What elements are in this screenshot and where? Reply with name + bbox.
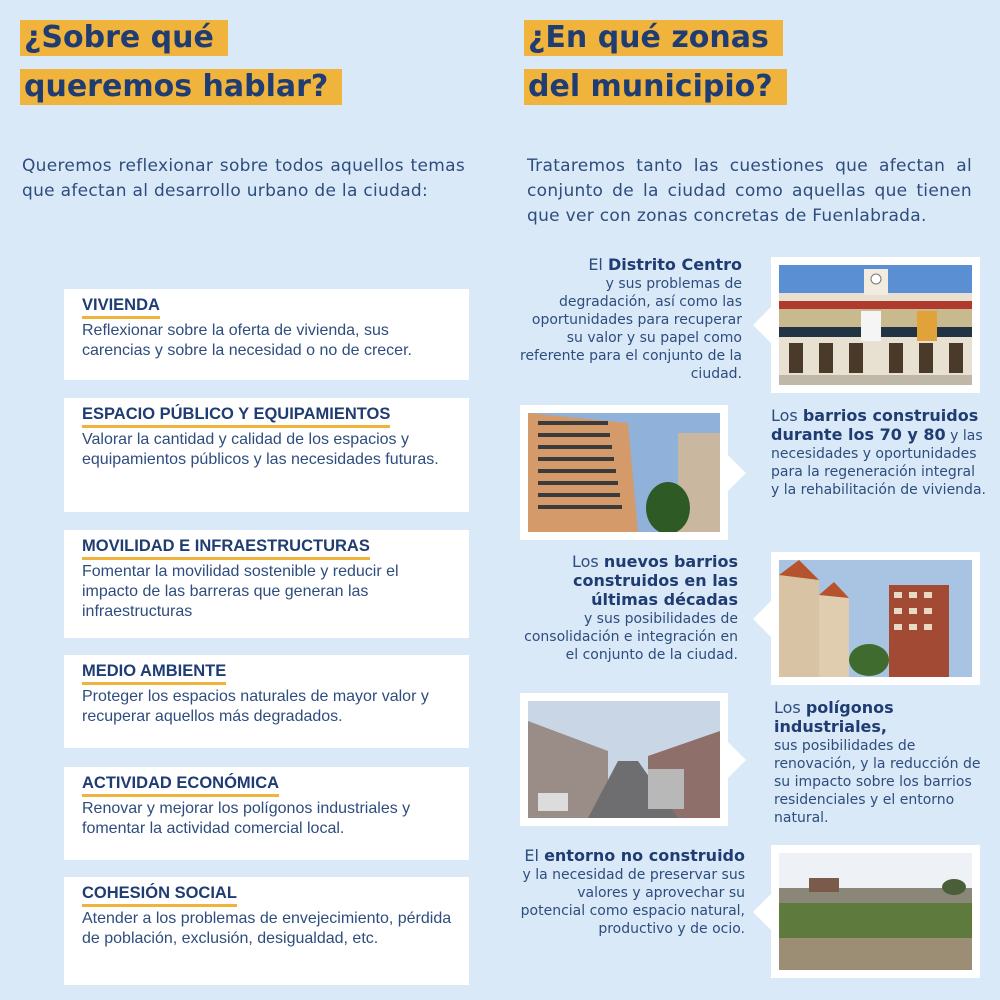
town-hall-image bbox=[779, 265, 972, 385]
topic-card-actividad-economica bbox=[64, 767, 469, 860]
topic-text: Renovar y mejorar los polígonos industriales y fomentar la actividad comercial local. bbox=[82, 800, 411, 837]
right-heading bbox=[524, 20, 787, 118]
industrial-street-image bbox=[528, 701, 720, 818]
topic-text: Valorar la cantidad y calidad de los espacios y equipamientos públicos y las necesidades futuras. bbox=[82, 431, 439, 468]
topic-card-medio-ambiente bbox=[64, 655, 469, 748]
zone-entorno-text bbox=[520, 846, 745, 938]
zone-nuevos-barrios-text bbox=[520, 552, 738, 664]
topic-title: VIVIENDA bbox=[82, 295, 160, 319]
zone-post: y sus posibilidades de consolidación e integración en el conjunto de la ciudad. bbox=[524, 611, 738, 663]
right-intro: Trataremos tanto las cuestiones que afectan al conjunto de la ciudad como aquellas que tienen que ver con zonas concretas de Fuenlabrada. bbox=[527, 156, 972, 226]
left-heading bbox=[20, 20, 342, 118]
topic-title: MEDIO AMBIENTE bbox=[82, 661, 226, 685]
zone-bold: polígonos industriales, bbox=[774, 698, 894, 736]
apartment-blocks-image bbox=[528, 413, 720, 532]
left-heading-line1: ¿Sobre qué bbox=[20, 20, 228, 56]
left-intro: Queremos reflexionar sobre todos aquellos temas que afectan al desarrollo urbano de la ciudad: bbox=[22, 156, 465, 201]
right-heading-line1: ¿En qué zonas bbox=[524, 20, 783, 56]
zone-barrios-70-80-text bbox=[771, 406, 986, 499]
topic-title: COHESIÓN SOCIAL bbox=[82, 883, 237, 907]
open-field-image bbox=[779, 853, 972, 970]
zone-pre: Los bbox=[774, 698, 806, 717]
zone-bold: barrios construidos durante los 70 y 80 bbox=[771, 406, 979, 444]
zone-post: y la necesidad de preservar sus valores y aprovechar su potencial como espacio natural, productivo y de ocio. bbox=[520, 867, 745, 937]
topic-title: MOVILIDAD E INFRAESTRUCTURAS bbox=[82, 536, 370, 560]
topic-text: Reflexionar sobre la oferta de vivienda, sus carencias y sobre la necesidad o no de crecer. bbox=[82, 322, 412, 359]
zone-pre: Los bbox=[571, 552, 604, 571]
photo-entorno-no-construido bbox=[771, 845, 980, 978]
zone-post: y sus problemas de degradación, así como las oportunidades para recuperar su valor y su papel como referente para el conjunto de la ciudad. bbox=[520, 276, 742, 382]
topic-text: Fomentar la movilidad sostenible y reducir el impacto de las barreras que generan las infraestructuras bbox=[82, 563, 399, 620]
topic-title: ACTIVIDAD ECONÓMICA bbox=[82, 773, 279, 797]
zone-distrito-centro-text bbox=[512, 255, 742, 383]
left-heading-line2: queremos hablar? bbox=[20, 69, 342, 105]
photo-nuevos-barrios bbox=[771, 552, 980, 685]
zone-post: y las necesidades y oportunidades para la regeneración integral y la rehabilitación de vivienda. bbox=[771, 428, 986, 498]
topic-text: Proteger los espacios naturales de mayor valor y recuperar aquellos más degradados. bbox=[82, 688, 429, 725]
zone-bold: Distrito Centro bbox=[607, 255, 742, 274]
topic-card-cohesion-social bbox=[64, 877, 469, 985]
right-heading-line2: del municipio? bbox=[524, 69, 787, 105]
zone-post: sus posibilidades de renovación, y la reducción de su impacto sobre los barrios residenciales y el entorno natural. bbox=[774, 738, 981, 826]
zone-pre: El bbox=[524, 846, 545, 865]
photo-poligonos-industriales bbox=[520, 693, 728, 826]
topic-card-espacio-publico bbox=[64, 398, 469, 512]
zone-pre: Los bbox=[771, 406, 803, 425]
new-housing-image bbox=[779, 560, 972, 677]
zone-bold: nuevos barrios construidos en las últimas décadas bbox=[573, 552, 738, 609]
zone-pre: El bbox=[588, 255, 608, 274]
photo-barrios-70-80 bbox=[520, 405, 728, 540]
photo-distrito-centro bbox=[771, 257, 980, 393]
topic-card-vivienda bbox=[64, 289, 469, 380]
zone-poligonos-text bbox=[774, 698, 984, 827]
topic-text: Atender a los problemas de envejecimiento, pérdida de población, exclusión, desigualdad, etc. bbox=[82, 910, 452, 947]
zone-bold: entorno no construido bbox=[544, 846, 745, 865]
topic-card-movilidad bbox=[64, 530, 469, 638]
topic-title: ESPACIO PÚBLICO Y EQUIPAMIENTOS bbox=[82, 404, 390, 428]
